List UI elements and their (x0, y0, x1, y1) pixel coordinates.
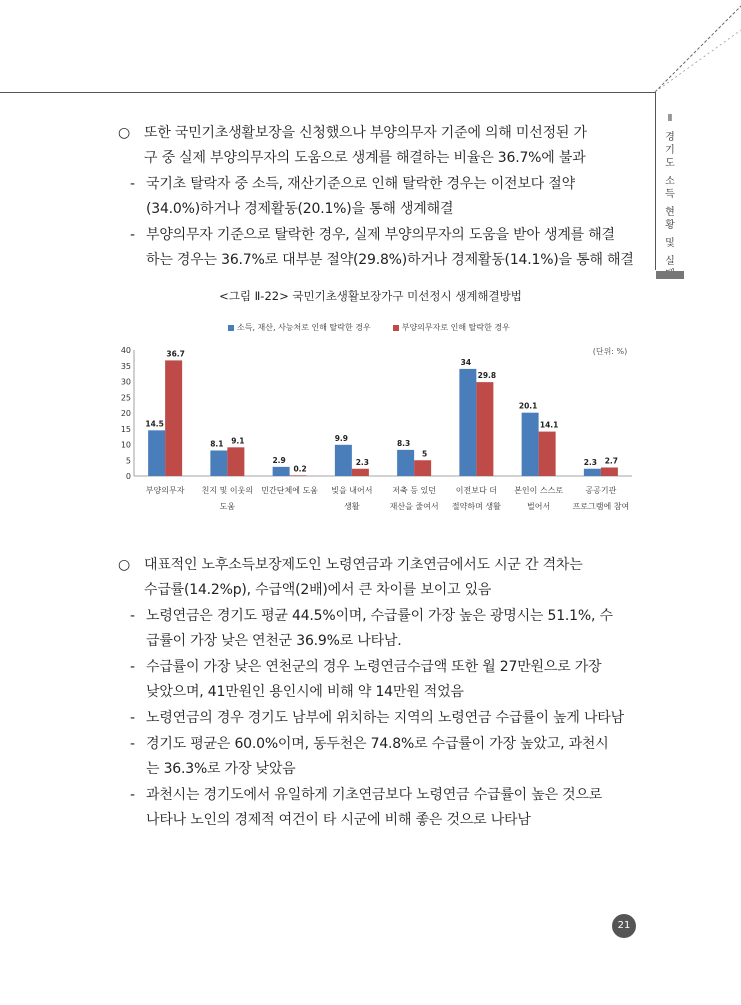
y-tick-label: 15 (120, 424, 131, 434)
bar-2 (414, 460, 431, 476)
y-tick-label: 0 (125, 472, 131, 481)
chapter-tab-bar (656, 271, 684, 279)
text-line: 과천시는 경기도에서 유일하게 기초연금보다 노령연금 수급률이 높은 것으로 (146, 787, 603, 803)
category-label: 이전보다 더 (455, 486, 497, 495)
unit-note: (단위: %) (592, 347, 628, 356)
category-label: 도움 (219, 502, 236, 511)
category-label: 벌어서 (527, 502, 551, 511)
category-label: 본인이 스스로 (514, 486, 564, 495)
text-line: 수급률(14.2%p), 수급액(2배)에서 큰 차이를 보이고 있음 (144, 582, 492, 598)
data-label: 9.1 (231, 436, 245, 446)
bar-1 (273, 467, 290, 476)
chapter-number: Ⅱ (667, 113, 673, 124)
text-line: 대표적인 노후소득보장제도인 노령연금과 기초연금에서도 시군 간 격차는 (144, 557, 583, 573)
text-line: 구 중 실제 부양의무자의 도움으로 생계를 해결하는 비율은 36.7%에 불과 (144, 150, 586, 166)
bar-2 (165, 360, 182, 476)
bar-2 (352, 469, 369, 476)
text-line: 하는 경우는 36.7%로 대부분 절약(29.8%)하거나 경제활동(14.1%)을 통해 해결 (146, 252, 634, 268)
chapter-title-char: 도 (665, 158, 675, 169)
section-2 (116, 553, 636, 834)
chapter-title-char: 현 (665, 207, 675, 218)
bar-2 (290, 475, 307, 476)
data-label: 2.3 (583, 457, 598, 467)
y-tick-label: 25 (120, 393, 131, 403)
data-label: 8.1 (210, 439, 224, 449)
category-label: 부양의무자 (145, 486, 185, 495)
text-line: 수급률이 가장 낮은 연천군의 경우 노령연금수급액 또한 월 27만원으로 가장 (146, 659, 602, 675)
sub-paragraph (116, 604, 636, 654)
data-label: 5 (422, 449, 428, 459)
section-1 (116, 121, 636, 274)
bar-1 (335, 445, 352, 476)
bullet-mark: - (130, 659, 135, 675)
text-line: 는 36.3%로 가장 낮았음 (146, 761, 296, 777)
bullet-mark: - (130, 608, 135, 624)
bullet-mark: - (130, 736, 135, 752)
paragraph-item (116, 121, 636, 171)
bar-chart (118, 316, 640, 528)
sub-paragraph (116, 223, 636, 273)
text-line: (34.0%)하거나 경제활동(20.1%)을 통해 생계해결 (146, 201, 454, 217)
data-label: 0.2 (293, 464, 307, 474)
bar-1 (148, 430, 165, 476)
category-label: 프로그램에 참여 (572, 502, 630, 511)
chapter-title-char: 기 (665, 145, 675, 156)
text-line: 부양의무자 기준으로 탈락한 경우, 실제 부양의무자의 도움을 받아 생계를 해결 (146, 227, 615, 243)
bullet-mark: - (130, 176, 135, 192)
bullet-mark: ○ (118, 557, 131, 573)
bar-2 (539, 432, 556, 476)
bar-1 (210, 450, 227, 476)
text-line: 급률이 가장 낮은 연천군 36.9%로 나타남. (146, 633, 402, 649)
chapter-title (665, 131, 675, 281)
text-line: 낮았으며, 41만원인 용인시에 비해 약 14만원 적었음 (146, 684, 464, 700)
bar-2 (601, 467, 618, 476)
text-line: 국기초 탈락자 중 소득, 재산기준으로 인해 탈락한 경우는 이전보다 절약 (146, 176, 575, 192)
legend-label-1: 소득, 재산, 사능처로 인해 탈락한 경우 (237, 323, 371, 332)
category-label: 재산을 줄여서 (389, 502, 439, 511)
category-label: 절약하며 생활 (451, 502, 501, 511)
chapter-title-char: 경 (665, 132, 675, 143)
bar-1 (522, 413, 539, 476)
paragraph-item (116, 553, 636, 603)
page-number: 21 (612, 914, 636, 938)
y-tick-label: 35 (120, 361, 131, 371)
data-label: 36.7 (166, 349, 185, 359)
legend-label-2: 부양의무자로 인해 탈락한 경우 (401, 323, 510, 332)
sub-paragraph (116, 172, 636, 222)
text-line: 경기도 평균은 60.0%이며, 동두천은 74.8%로 수급률이 가장 높았고, 과천시 (146, 736, 609, 752)
chapter-title-char: 황 (665, 220, 675, 231)
y-tick-label: 20 (120, 409, 131, 418)
chapter-side-tab (656, 112, 684, 281)
header-rule (0, 92, 655, 93)
category-label: 민간단체에 도움 (261, 486, 318, 495)
data-label: 8.3 (396, 438, 411, 448)
bar-1 (397, 450, 414, 476)
chapter-title-char: 실 (665, 256, 675, 267)
bar-2 (476, 382, 493, 476)
chapter-title-char: 소 (665, 176, 675, 187)
y-tick-label: 10 (120, 440, 131, 450)
data-label: 29.8 (477, 371, 497, 381)
text-line: 노령연금은 경기도 평균 44.5%이며, 수급률이 가장 높은 광명시는 51.1%, 수 (146, 608, 613, 624)
data-label: 2.7 (604, 456, 619, 466)
category-label: 생활 (344, 502, 360, 511)
sub-paragraph (116, 706, 636, 731)
data-label: 9.9 (334, 433, 349, 443)
chart-plot (118, 316, 640, 528)
text-line: 노령연금의 경우 경기도 남부에 위치하는 지역의 노령연금 수급률이 높게 나타남 (146, 710, 624, 726)
data-label: 14.1 (539, 420, 559, 430)
bullet-mark: - (130, 227, 135, 243)
data-label: 2.9 (272, 455, 286, 465)
category-label: 빚을 내어서 (331, 486, 373, 495)
text-line: 나타나 노인의 경제적 여건이 타 시군에 비해 좋은 것으로 나타남 (146, 812, 531, 828)
sub-paragraph (116, 655, 636, 705)
sub-paragraph (116, 783, 636, 833)
category-label: 저축 등 있던 (392, 486, 436, 495)
data-label: 34 (460, 357, 472, 367)
corner-decoration (0, 0, 741, 120)
y-tick-label: 5 (125, 456, 131, 466)
category-label: 공공기관 (585, 486, 617, 495)
chapter-title-char: 득 (665, 189, 675, 200)
category-label: 친지 및 이웃의 (201, 486, 254, 495)
data-label: 2.3 (355, 457, 370, 467)
figure-caption: <그림 Ⅱ-22> 국민기초생활보장가구 미선정시 생계해결방법 (219, 289, 522, 303)
chapter-title-char: 및 (665, 238, 675, 249)
text-line: 또한 국민기초생활보장을 신청했으나 부양의무자 기준에 의해 미선정된 가 (144, 125, 587, 141)
bar-1 (459, 369, 476, 476)
y-tick-label: 40 (120, 346, 131, 355)
data-label: 14.5 (145, 419, 164, 429)
sub-paragraph (116, 732, 636, 782)
data-label: 20.1 (518, 401, 538, 411)
bullet-mark: - (130, 787, 135, 803)
bar-2 (227, 447, 244, 476)
bullet-mark: ○ (118, 125, 131, 141)
bullet-mark: - (130, 710, 135, 726)
y-tick-label: 30 (120, 377, 131, 387)
bar-1 (584, 469, 601, 476)
